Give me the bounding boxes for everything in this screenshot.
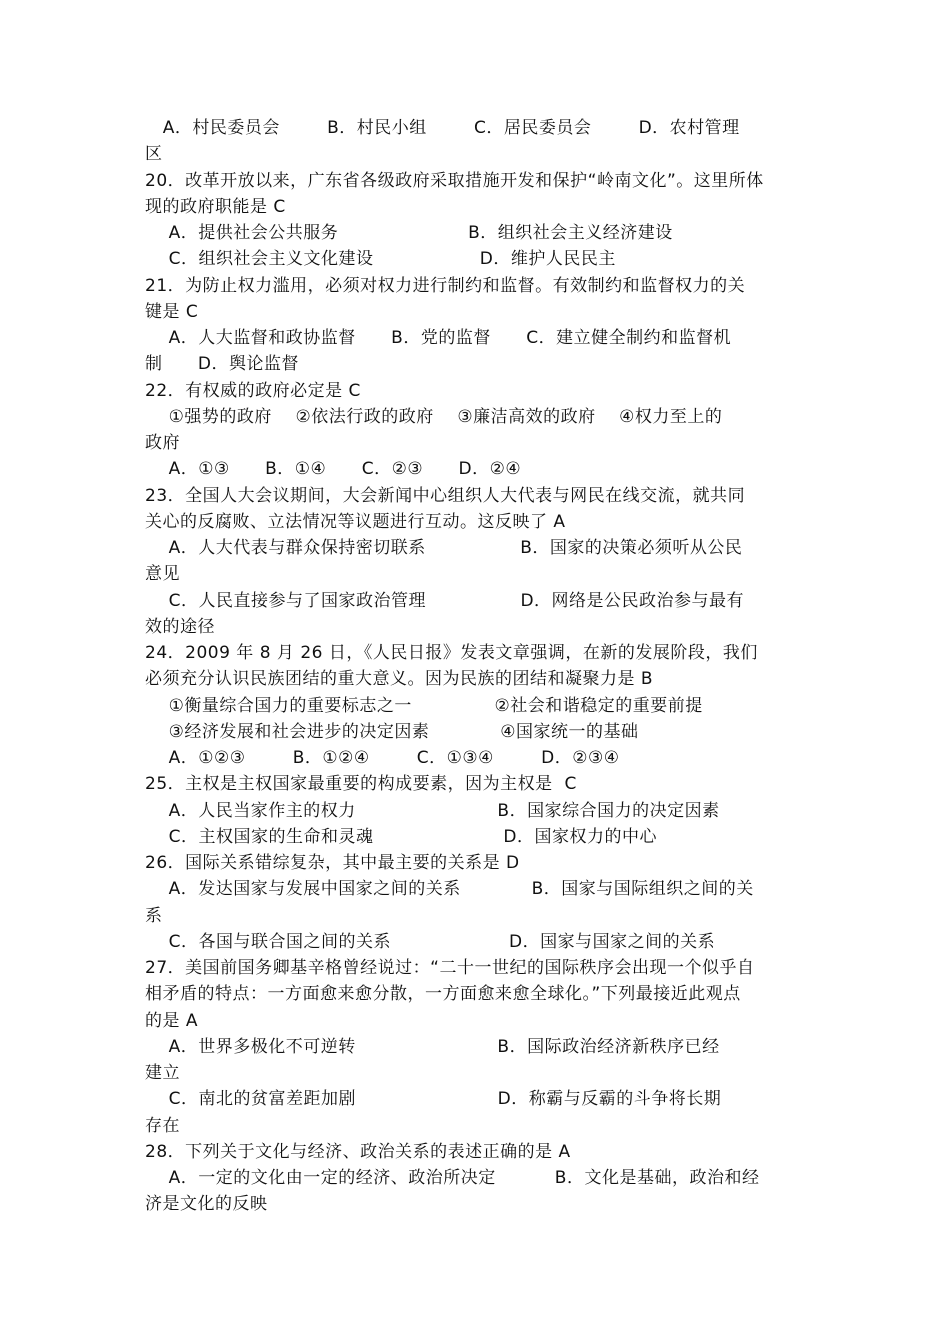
text-line: 必须充分认识民族团结的重大意义。因为民族的团结和凝聚力是 B xyxy=(145,669,654,690)
text-line: A．人大代表与群众保持密切联系 B．国家的决策必须听从公民 xyxy=(145,538,743,558)
text-line: A．发达国家与发展中国家之间的关系 B．国家与国际组织之间的关 xyxy=(145,879,754,900)
text-line: 效的途径 xyxy=(145,616,215,637)
text-line: C．南北的贫富差距加剧 D．称霸与反霸的斗争将长期 xyxy=(145,1089,722,1110)
text-line: 意见 xyxy=(145,564,180,585)
text-line: 23．全国人大会议期间，大会新闻中心组织人大代表与网民在线交流，就共同 xyxy=(145,485,746,506)
text-line: 键是 C xyxy=(145,301,199,322)
text-line: 的是 A xyxy=(145,1010,199,1031)
text-line: A．人大监督和政协监督 B．党的监督 C．建立健全制约和监督机 xyxy=(145,328,732,348)
text-line: 制 D．舆论监督 xyxy=(145,354,300,375)
text-line: A．一定的文化由一定的经济、政治所决定 B．文化是基础，政治和经 xyxy=(145,1168,760,1188)
text-line: 系 xyxy=(145,905,163,926)
text-line: 相矛盾的特点：一方面愈来愈分散，一方面愈来愈全球化。”下列最接近此观点 xyxy=(145,984,741,1005)
text-line: ①强势的政府 ②依法行政的政府 ③廉洁高效的政府 ④权力至上的 xyxy=(145,406,723,427)
text-line: A．①②③ B．①②④ C．①③④ D．②③④ xyxy=(145,748,620,768)
text-line: 建立 xyxy=(145,1063,180,1083)
text-line: 27．美国前国务卿基辛格曾经说过：“二十一世纪的国际秩序会出现一个似乎自 xyxy=(145,958,755,978)
text-line: 存在 xyxy=(145,1115,180,1136)
text-line: C．组织社会主义文化建设 D．维护人民民主 xyxy=(145,249,616,270)
text-line: C．各国与联合国之间的关系 D．国家与国家之间的关系 xyxy=(145,931,716,952)
text-line: A．提供社会公共服务 B．组织社会主义经济建设 xyxy=(145,223,673,243)
text-line: A．①③ B．①④ C．②③ D．②④ xyxy=(145,459,522,480)
text-line: 26．国际关系错综复杂，其中最主要的关系是 D xyxy=(145,853,520,873)
text-line: A．村民委员会 B．村民小组 C．居民委员会 D．农村管理 xyxy=(145,118,740,138)
text-line: 关心的反腐败、立法情况等议题进行互动。这反映了 A xyxy=(145,511,566,532)
text-line: A．人民当家作主的权力 B．国家综合国力的决定因素 xyxy=(145,800,720,821)
text-line: A．世界多极化不可逆转 B．国际政治经济新秩序已经 xyxy=(145,1036,720,1057)
text-line: 20．改革开放以来，广东省各级政府采取措施开发和保护“岭南文化”。这里所体 xyxy=(145,170,764,191)
text-line: 政府 xyxy=(145,433,180,453)
text-line: 济是文化的反映 xyxy=(145,1194,268,1215)
text-line: C．人民直接参与了国家政治管理 D．网络是公民政治参与最有 xyxy=(145,590,745,611)
text-line: ①衡量综合国力的重要标志之一 ②社会和谐稳定的重要前提 xyxy=(145,695,703,716)
text-line: 区 xyxy=(145,144,163,165)
text-line: 22．有权威的政府必定是 C xyxy=(145,380,361,401)
text-line: 25．主权是主权国家最重要的构成要素，因为主权是 C xyxy=(145,774,577,795)
text-line: 24．2009 年 8 月 26 日，《人民日报》发表文章强调，在新的发展阶段，我们 xyxy=(145,643,758,663)
text-line: C．主权国家的生命和灵魂 D．国家权力的中心 xyxy=(145,826,657,847)
text-line: 28．下列关于文化与经济、政治关系的表述正确的是 A xyxy=(145,1141,571,1162)
text-line: 现的政府职能是 C xyxy=(145,196,286,217)
text-line: 21．为防止权力滥用，必须对权力进行制约和监督。有效制约和监督权力的关 xyxy=(145,275,746,296)
text-line: ③经济发展和社会进步的决定因素 ④国家统一的基础 xyxy=(145,721,639,742)
